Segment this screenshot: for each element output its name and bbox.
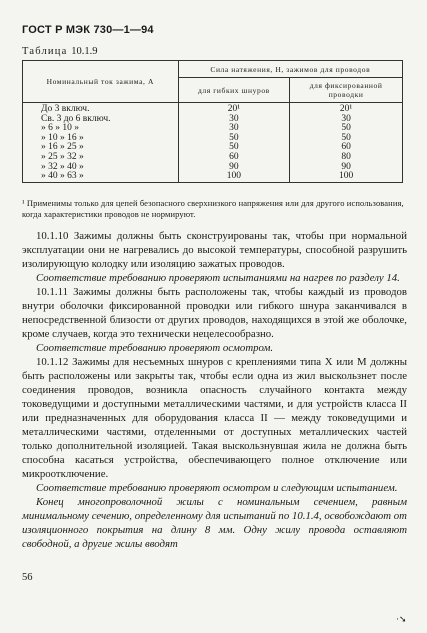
table-row	[23, 103, 403, 115]
row-fixed-value: 50	[290, 134, 403, 144]
header-current: Номинальный ток зажима, А	[23, 61, 179, 103]
row-current-label: » 10 » 16 »	[23, 134, 179, 144]
row-current-label: Св. 3 до 6 включ.	[23, 115, 179, 125]
body-text	[22, 229, 407, 551]
row-current-label: » 16 » 25 »	[23, 143, 179, 153]
paragraph-10-1-11: 10.1.11 Зажимы должны быть расположены так, чтобы каждый из проводов внутри оболочки фиксированной проводки или гибкого шнура заканчивался в непосредственной близости от других проводов, находящихся в этой же оболочке, кроме случаев, когда это технически нецелесообразно.	[22, 286, 407, 340]
compliance-note: Соответствие требованию проверяют испытаниями на нагрев по разделу 14.	[36, 272, 400, 284]
table-caption-number: 10.1.9	[71, 46, 98, 57]
row-flexible-value: 50	[178, 134, 290, 144]
row-fixed-value: 60	[290, 143, 403, 153]
row-flexible-value: 60	[178, 153, 290, 163]
compliance-note: Соответствие требованию проверяют осмотром.	[36, 342, 274, 354]
row-current-label: » 6 » 10 »	[23, 124, 179, 134]
row-flexible-value: 30	[178, 115, 290, 125]
row-flexible-value: 20¹	[178, 103, 290, 115]
tension-force-table	[22, 60, 403, 183]
row-fixed-value: 50	[290, 124, 403, 134]
paragraph-10-1-10: 10.1.10 Зажимы должны быть сконструированы так, чтобы при нормальной эксплуатации они не нагревались до высокой температуры, способной разрушить изолирующую колодку или изоляцию зажатых проводов.	[22, 230, 407, 270]
row-flexible-value: 50	[178, 143, 290, 153]
document-header: ГОСТ Р МЭК 730—1—94	[22, 24, 154, 36]
row-fixed-value: 90	[290, 163, 403, 173]
header-fixed: для фиксированной проводки	[290, 78, 403, 103]
paragraph-10-1-12: 10.1.12 Зажимы для несъемных шнуров с креплениями типа X или M должны быть расположены или закрыты так, чтобы если одна из жил выскользнет после соединения проводов, возникла опасность случайного контакта между токоведущими и доступными металлическими частями, и для устройств класса II или предназначенных для оборудования класса II — между токоведущими и металлическими частями, отделенными от доступных металлических частей только дополнительной изоляцией. Такая выскользнувшая жила не должна быть способна касаться устройства, обеспечивающего полное отключение или микроотключение.	[22, 356, 407, 480]
row-fixed-value: 80	[290, 153, 403, 163]
table-caption	[22, 46, 98, 57]
row-fixed-value: 30	[290, 115, 403, 125]
test-procedure-paragraph: Конец многопроволочной жилы с номинальным сечением, равным минимальному сечению, определенному для испытаний по 10.1.4, освобождают от изоляционного покрытия на длину 8 мм. Одну жилу провода оставляют свободной, а другие жилы вводят	[22, 496, 407, 550]
row-flexible-value: 30	[178, 124, 290, 134]
row-current-label: » 40 » 63 »	[23, 172, 179, 182]
row-flexible-value: 90	[178, 163, 290, 173]
row-fixed-value: 100	[290, 172, 403, 182]
row-current-label: До 3 включ.	[23, 103, 179, 115]
row-flexible-value: 100	[178, 172, 290, 182]
row-fixed-value: 20¹	[290, 103, 403, 115]
corner-mark: ·➘	[396, 614, 407, 624]
page-number: 56	[22, 572, 33, 583]
compliance-note: Соответствие требованию проверяют осмотром и следующим испытанием.	[36, 482, 398, 494]
header-force-group: Сила натяжения, Н, зажимов для проводов	[178, 61, 402, 78]
table-footnote: ¹ Применимы только для цепей безопасного сверхнизкого напряжения или для другого использования, когда характеристики проводов не нормируют.	[22, 198, 404, 219]
table-caption-prefix: Таблица	[22, 46, 68, 57]
header-flexible: для гибких шнуров	[178, 78, 290, 103]
row-current-label: » 25 » 32 »	[23, 153, 179, 163]
table-row	[23, 172, 403, 182]
row-current-label: » 32 » 40 »	[23, 163, 179, 173]
